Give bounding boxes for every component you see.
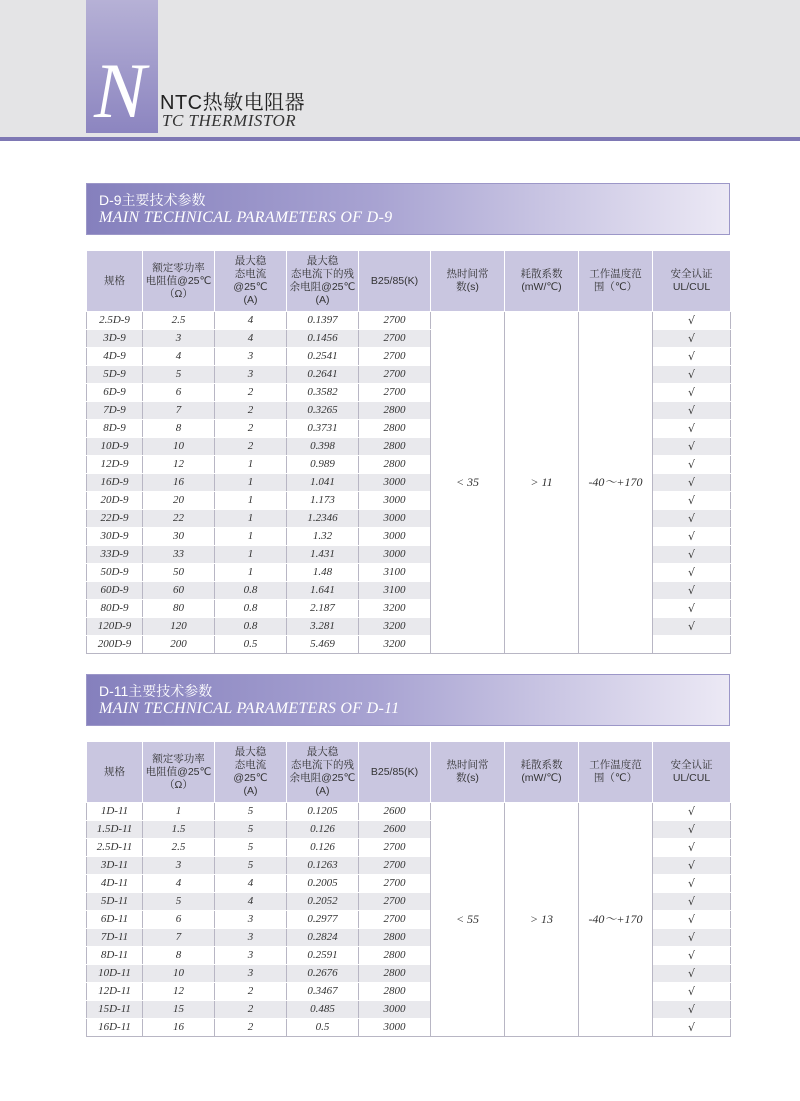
cell-b-value: 2800: [359, 929, 431, 947]
cell-b-value: 2700: [359, 911, 431, 929]
cell-b-value: 2800: [359, 402, 431, 420]
cell-rated-resistance: 15: [143, 1001, 215, 1019]
col-time-constant-header: 热时间常 数(s): [431, 742, 505, 803]
cell-max-current: 5: [215, 803, 287, 821]
cell-rated-resistance: 8: [143, 420, 215, 438]
cell-b-value: 2800: [359, 947, 431, 965]
cell-max-current: 3: [215, 929, 287, 947]
cell-rated-resistance: 7: [143, 929, 215, 947]
col-b-value-header: B25/85(K): [359, 251, 431, 312]
section-banner-d9: [86, 183, 730, 235]
cell-b-value: 2800: [359, 438, 431, 456]
cell-max-current: 1: [215, 546, 287, 564]
cell-certification-check: √: [653, 857, 731, 875]
cell-residual-resistance: 1.041: [287, 474, 359, 492]
cell-certification-check: √: [653, 618, 731, 636]
cell-b-value: 3000: [359, 546, 431, 564]
cell-max-current: 0.8: [215, 600, 287, 618]
cell-rated-resistance: 1: [143, 803, 215, 821]
cell-spec: 15D-11: [87, 1001, 143, 1019]
cell-residual-resistance: 0.126: [287, 821, 359, 839]
cell-certification-check: √: [653, 510, 731, 528]
cell-max-current: 5: [215, 821, 287, 839]
cell-spec: 5D-11: [87, 893, 143, 911]
cell-spec: 2.5D-9: [87, 312, 143, 330]
cell-residual-resistance: 0.3467: [287, 983, 359, 1001]
cell-rated-resistance: 12: [143, 983, 215, 1001]
cell-spec: 6D-9: [87, 384, 143, 402]
cell-residual-resistance: 1.32: [287, 528, 359, 546]
cell-certification-check: √: [653, 929, 731, 947]
cell-b-value: 3200: [359, 618, 431, 636]
section-title-en: MAIN TECHNICAL PARAMETERS OF D-9: [99, 209, 393, 226]
cell-rated-resistance: 2.5: [143, 312, 215, 330]
cell-spec: 7D-11: [87, 929, 143, 947]
col-residual-resistance-header: 最大稳 态电流下的残 余电阻@25℃ (A): [287, 251, 359, 312]
cell-residual-resistance: 0.2005: [287, 875, 359, 893]
cell-certification-check: √: [653, 564, 731, 582]
cell-max-current: 2: [215, 983, 287, 1001]
cell-max-current: 1: [215, 528, 287, 546]
cell-rated-resistance: 3: [143, 857, 215, 875]
cell-rated-resistance: 10: [143, 965, 215, 983]
cell-certification-check: √: [653, 528, 731, 546]
cell-spec: 50D-9: [87, 564, 143, 582]
cell-b-value: 2700: [359, 312, 431, 330]
cell-spec: 200D-9: [87, 636, 143, 654]
cell-residual-resistance: 0.5: [287, 1019, 359, 1037]
cell-b-value: 2800: [359, 456, 431, 474]
cell-rated-resistance: 20: [143, 492, 215, 510]
col-temp-range-header: 工作温度范 围（℃）: [579, 742, 653, 803]
cell-spec: 20D-9: [87, 492, 143, 510]
cell-rated-resistance: 5: [143, 893, 215, 911]
cell-spec: 80D-9: [87, 600, 143, 618]
cell-b-value: 3000: [359, 1019, 431, 1037]
cell-residual-resistance: 0.2824: [287, 929, 359, 947]
cell-certification-check: √: [653, 803, 731, 821]
cell-certification-check: √: [653, 312, 731, 330]
cell-certification-check: √: [653, 474, 731, 492]
cell-certification-check: √: [653, 582, 731, 600]
cell-residual-resistance: 0.3582: [287, 384, 359, 402]
cell-spec: 5D-9: [87, 366, 143, 384]
col-spec-header: 规格: [87, 251, 143, 312]
cell-spec: 2.5D-11: [87, 839, 143, 857]
cell-max-current: 3: [215, 911, 287, 929]
cell-b-value: 2700: [359, 348, 431, 366]
cell-max-current: 2: [215, 420, 287, 438]
cell-rated-resistance: 33: [143, 546, 215, 564]
cell-certification-check: √: [653, 456, 731, 474]
cell-certification-check: √: [653, 965, 731, 983]
cell-max-current: 3: [215, 348, 287, 366]
cell-b-value: 3000: [359, 510, 431, 528]
cell-rated-resistance: 7: [143, 402, 215, 420]
cell-residual-resistance: 0.1263: [287, 857, 359, 875]
cell-rated-resistance: 6: [143, 384, 215, 402]
cell-rated-resistance: 1.5: [143, 821, 215, 839]
parameters-table-d11: [86, 741, 731, 1037]
cell-b-value: 3100: [359, 582, 431, 600]
cell-rated-resistance: 2.5: [143, 839, 215, 857]
cell-b-value: 2800: [359, 983, 431, 1001]
cell-max-current: 2: [215, 402, 287, 420]
cell-b-value: 3100: [359, 564, 431, 582]
col-dissipation-header: 耗散系数 (mW/℃): [505, 742, 579, 803]
cell-b-value: 2800: [359, 965, 431, 983]
table-row: [87, 312, 731, 330]
col-time-constant-header: 热时间常 数(s): [431, 251, 505, 312]
cell-rated-resistance: 30: [143, 528, 215, 546]
cell-b-value: 3000: [359, 474, 431, 492]
cell-b-value: 2700: [359, 875, 431, 893]
cell-rated-resistance: 16: [143, 474, 215, 492]
cell-certification-check: √: [653, 1001, 731, 1019]
cell-rated-resistance: 12: [143, 456, 215, 474]
cell-spec: 8D-11: [87, 947, 143, 965]
cell-certification-check: √: [653, 947, 731, 965]
table-header-row: [87, 251, 731, 312]
header-divider: [0, 137, 800, 141]
cell-b-value: 2600: [359, 821, 431, 839]
cell-max-current: 1: [215, 492, 287, 510]
cell-residual-resistance: 0.2641: [287, 366, 359, 384]
cell-residual-resistance: 0.2052: [287, 893, 359, 911]
cell-certification-check: √: [653, 983, 731, 1001]
cell-rated-resistance: 60: [143, 582, 215, 600]
cell-residual-resistance: 0.3265: [287, 402, 359, 420]
cell-residual-resistance: 0.1456: [287, 330, 359, 348]
cell-b-value: 3000: [359, 528, 431, 546]
section-banner-d11: [86, 674, 730, 726]
cell-certification-check: √: [653, 438, 731, 456]
cell-max-current: 1: [215, 456, 287, 474]
cell-rated-resistance: 5: [143, 366, 215, 384]
cell-max-current: 4: [215, 893, 287, 911]
cell-residual-resistance: 0.126: [287, 839, 359, 857]
cell-certification-check: √: [653, 348, 731, 366]
cell-max-current: 0.8: [215, 582, 287, 600]
cell-rated-resistance: 80: [143, 600, 215, 618]
cell-time-constant: < 35: [431, 312, 505, 654]
cell-spec: 60D-9: [87, 582, 143, 600]
cell-time-constant: < 55: [431, 803, 505, 1037]
cell-residual-resistance: 1.431: [287, 546, 359, 564]
table-row: [87, 803, 731, 821]
page-title-cn: NTC热敏电阻器: [160, 92, 306, 114]
cell-spec: 8D-9: [87, 420, 143, 438]
cell-rated-resistance: 16: [143, 1019, 215, 1037]
col-spec-header: 规格: [87, 742, 143, 803]
cell-residual-resistance: 0.398: [287, 438, 359, 456]
cell-spec: 120D-9: [87, 618, 143, 636]
cell-certification-check: √: [653, 420, 731, 438]
cell-spec: 22D-9: [87, 510, 143, 528]
cell-max-current: 0.8: [215, 618, 287, 636]
cell-residual-resistance: 0.1397: [287, 312, 359, 330]
cell-residual-resistance: 3.281: [287, 618, 359, 636]
cell-residual-resistance: 0.2591: [287, 947, 359, 965]
cell-certification-check: √: [653, 546, 731, 564]
cell-spec: 12D-11: [87, 983, 143, 1001]
col-certification-header: 安全认证 UL/CUL: [653, 251, 731, 312]
cell-spec: 10D-9: [87, 438, 143, 456]
cell-spec: 3D-11: [87, 857, 143, 875]
cell-rated-resistance: 6: [143, 911, 215, 929]
cell-spec: 3D-9: [87, 330, 143, 348]
cell-spec: 1D-11: [87, 803, 143, 821]
cell-b-value: 3000: [359, 1001, 431, 1019]
cell-residual-resistance: 1.173: [287, 492, 359, 510]
cell-certification-check: √: [653, 600, 731, 618]
cell-max-current: 1: [215, 510, 287, 528]
cell-certification-check: √: [653, 875, 731, 893]
col-dissipation-header: 耗散系数 (mW/℃): [505, 251, 579, 312]
cell-certification-check: √: [653, 402, 731, 420]
cell-residual-resistance: 0.2541: [287, 348, 359, 366]
cell-spec: 30D-9: [87, 528, 143, 546]
cell-residual-resistance: 1.2346: [287, 510, 359, 528]
table-header-row: [87, 742, 731, 803]
cell-residual-resistance: 0.3731: [287, 420, 359, 438]
cell-rated-resistance: 4: [143, 875, 215, 893]
cell-spec: 7D-9: [87, 402, 143, 420]
cell-max-current: 4: [215, 330, 287, 348]
parameters-table-d9: [86, 250, 731, 654]
cell-b-value: 3000: [359, 492, 431, 510]
cell-certification-check: √: [653, 366, 731, 384]
cell-certification-check: √: [653, 911, 731, 929]
cell-b-value: 2700: [359, 366, 431, 384]
cell-max-current: 3: [215, 947, 287, 965]
cell-b-value: 2600: [359, 803, 431, 821]
col-rated-resistance-header: 额定零功率 电阻值@25℃ （Ω）: [143, 742, 215, 803]
cell-b-value: 3200: [359, 636, 431, 654]
cell-b-value: 2700: [359, 330, 431, 348]
cell-residual-resistance: 2.187: [287, 600, 359, 618]
cell-b-value: 2800: [359, 420, 431, 438]
cell-rated-resistance: 4: [143, 348, 215, 366]
cell-rated-resistance: 3: [143, 330, 215, 348]
section-title-cn: D-11主要技术参数: [99, 683, 213, 699]
cell-certification-check: √: [653, 839, 731, 857]
cell-max-current: 1: [215, 474, 287, 492]
section-title-en: MAIN TECHNICAL PARAMETERS OF D-11: [99, 700, 400, 717]
cell-rated-resistance: 8: [143, 947, 215, 965]
col-rated-resistance-header: 额定零功率 电阻值@25℃ （Ω）: [143, 251, 215, 312]
cell-spec: 16D-9: [87, 474, 143, 492]
cell-residual-resistance: 0.989: [287, 456, 359, 474]
col-temp-range-header: 工作温度范 围（℃）: [579, 251, 653, 312]
cell-max-current: 2: [215, 384, 287, 402]
cell-temp-range: -40～+170: [579, 312, 653, 654]
cell-certification-check: √: [653, 893, 731, 911]
cell-rated-resistance: 10: [143, 438, 215, 456]
cell-max-current: 5: [215, 857, 287, 875]
cell-max-current: 4: [215, 312, 287, 330]
cell-certification-check: √: [653, 492, 731, 510]
cell-dissipation: > 13: [505, 803, 579, 1037]
col-certification-header: 安全认证 UL/CUL: [653, 742, 731, 803]
cell-max-current: 3: [215, 965, 287, 983]
cell-b-value: 3200: [359, 600, 431, 618]
cell-b-value: 2700: [359, 384, 431, 402]
cell-rated-resistance: 50: [143, 564, 215, 582]
cell-max-current: 2: [215, 438, 287, 456]
cell-residual-resistance: 1.641: [287, 582, 359, 600]
col-b-value-header: B25/85(K): [359, 742, 431, 803]
cell-spec: 33D-9: [87, 546, 143, 564]
col-max-current-header: 最大稳 态电流 @25℃ (A): [215, 742, 287, 803]
cell-residual-resistance: 0.485: [287, 1001, 359, 1019]
col-residual-resistance-header: 最大稳 态电流下的残 余电阻@25℃ (A): [287, 742, 359, 803]
cell-rated-resistance: 200: [143, 636, 215, 654]
cell-residual-resistance: 0.2676: [287, 965, 359, 983]
cell-spec: 10D-11: [87, 965, 143, 983]
cell-max-current: 4: [215, 875, 287, 893]
cell-max-current: 1: [215, 564, 287, 582]
cell-b-value: 2700: [359, 857, 431, 875]
cell-residual-resistance: 0.2977: [287, 911, 359, 929]
cell-spec: 1.5D-11: [87, 821, 143, 839]
cell-max-current: 3: [215, 366, 287, 384]
cell-certification-check: √: [653, 821, 731, 839]
cell-max-current: 2: [215, 1019, 287, 1037]
cell-certification-check: √: [653, 1019, 731, 1037]
cell-residual-resistance: 5.469: [287, 636, 359, 654]
cell-certification-check: √: [653, 384, 731, 402]
cell-temp-range: -40～+170: [579, 803, 653, 1037]
cell-spec: 4D-9: [87, 348, 143, 366]
header-initial-letter: N: [94, 47, 147, 134]
cell-certification-check: √: [653, 330, 731, 348]
cell-rated-resistance: 120: [143, 618, 215, 636]
cell-residual-resistance: 1.48: [287, 564, 359, 582]
col-max-current-header: 最大稳 态电流 @25℃ (A): [215, 251, 287, 312]
section-title-cn: D-9主要技术参数: [99, 192, 206, 208]
cell-max-current: 5: [215, 839, 287, 857]
cell-max-current: 0.5: [215, 636, 287, 654]
cell-residual-resistance: 0.1205: [287, 803, 359, 821]
page-title-en: TC THERMISTOR: [162, 111, 297, 130]
cell-spec: 12D-9: [87, 456, 143, 474]
cell-b-value: 2700: [359, 893, 431, 911]
cell-max-current: 2: [215, 1001, 287, 1019]
cell-certification-check: [653, 636, 731, 654]
cell-spec: 4D-11: [87, 875, 143, 893]
cell-rated-resistance: 22: [143, 510, 215, 528]
cell-dissipation: > 11: [505, 312, 579, 654]
cell-spec: 6D-11: [87, 911, 143, 929]
cell-spec: 16D-11: [87, 1019, 143, 1037]
cell-b-value: 2700: [359, 839, 431, 857]
